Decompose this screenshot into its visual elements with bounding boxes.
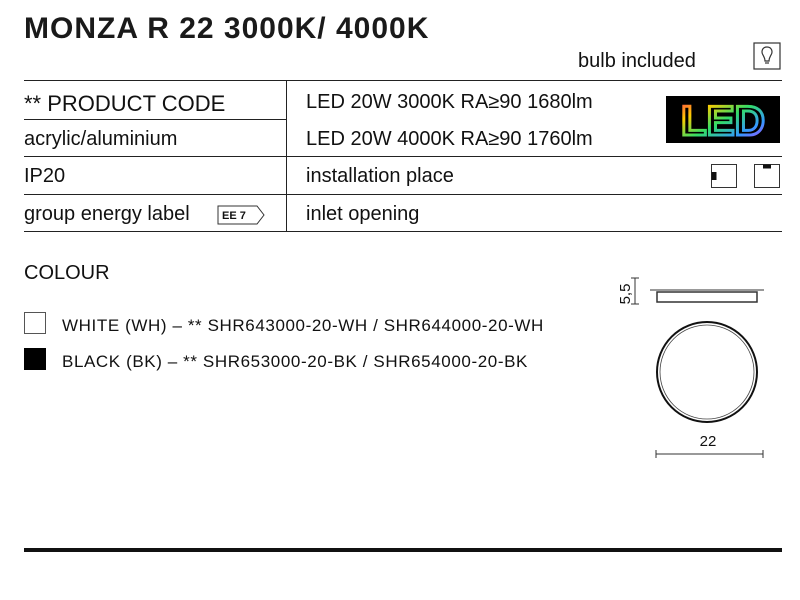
- bulb-icon: [753, 42, 781, 70]
- energy-label-icon: [217, 205, 265, 225]
- bottom-rule: [24, 548, 782, 552]
- spec-3000k: LED 20W 3000K RA≥90 1680lm: [306, 91, 593, 113]
- ceiling-mount-icon: [754, 164, 780, 188]
- bulb-included-label: bulb included: [578, 50, 696, 72]
- product-title: MONZA R 22 3000K/ 4000K: [24, 12, 430, 45]
- table-divider: [286, 80, 287, 231]
- diameter-dimension-label: 22: [699, 433, 717, 450]
- led-logo-icon: [666, 96, 780, 143]
- table-bottom-rule: [24, 231, 782, 232]
- table-rule-3: [24, 194, 782, 195]
- table-top-rule: [24, 80, 782, 81]
- spec-4000k: LED 20W 4000K RA≥90 1760lm: [306, 128, 593, 150]
- energy-badge-text: EE 7: [222, 210, 246, 222]
- black-swatch: [24, 348, 46, 370]
- table-rule-2: [24, 156, 782, 157]
- inlet-opening-label: inlet opening: [306, 203, 420, 225]
- led-logo-text: LED: [681, 97, 765, 143]
- ip-rating-label: IP20: [24, 165, 66, 187]
- material-label: acrylic/aluminium: [24, 128, 178, 150]
- product-code-label: ** PRODUCT CODE: [24, 91, 226, 116]
- white-swatch: [24, 312, 46, 334]
- black-colour-option: BLACK (BK) – ** SHR653000-20-BK / SHR654000-20-BK: [62, 352, 528, 371]
- table-rule-1: [24, 119, 286, 120]
- wall-mount-icon: [711, 164, 737, 188]
- installation-place-label: installation place: [306, 165, 454, 187]
- white-colour-option: WHITE (WH) – ** SHR643000-20-WH / SHR644000-20-WH: [62, 316, 544, 335]
- colour-heading: COLOUR: [24, 262, 110, 284]
- top-view-circle: [657, 322, 757, 422]
- dimension-drawing: [600, 262, 780, 462]
- energy-label-text: group energy label: [24, 203, 190, 225]
- height-dimension-label: 5,5: [617, 283, 634, 305]
